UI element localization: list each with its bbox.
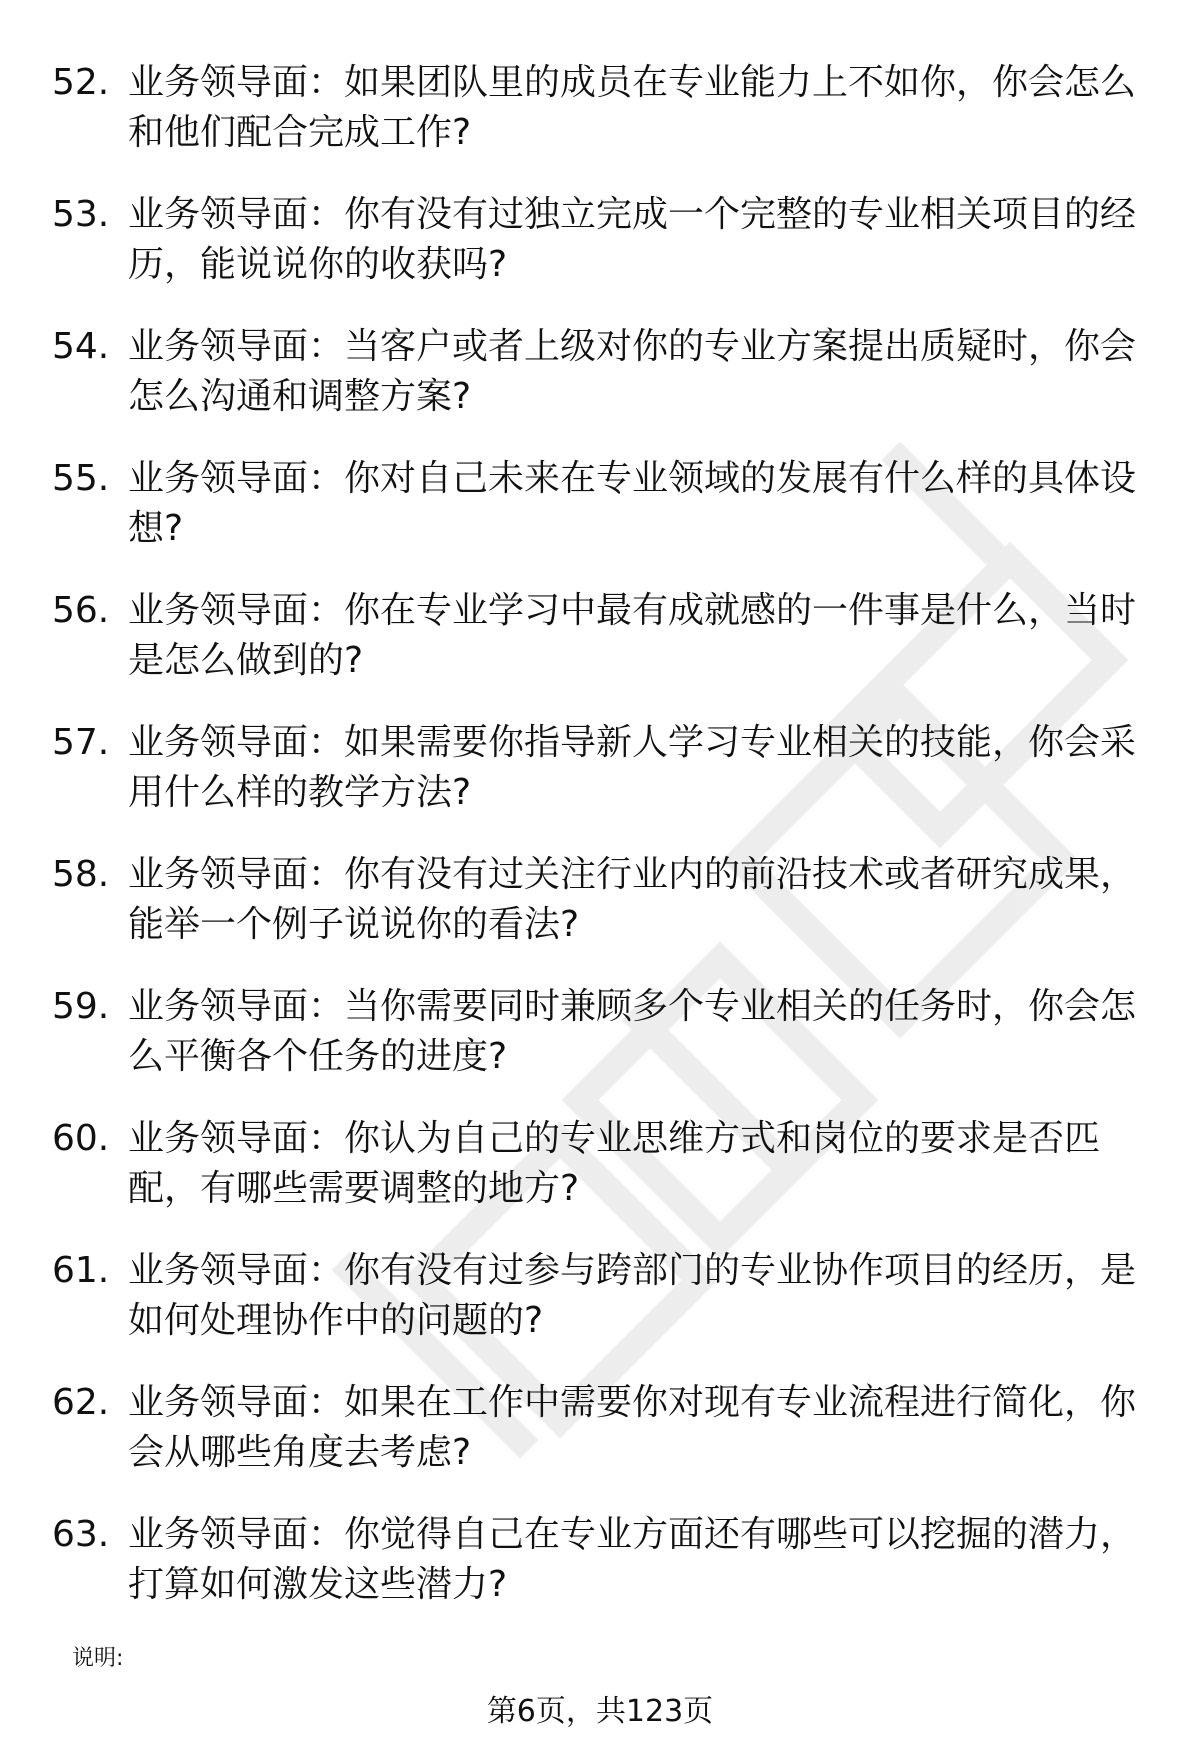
question-item-52 — [52, 58, 1142, 158]
question-number: 61. — [52, 1250, 110, 1291]
question-number: 53. — [52, 194, 110, 235]
question-text: 业务领导面：你有没有过关注行业内的前沿技术或者研究成果，能举一个例子说说你的看法? — [128, 854, 1137, 945]
question-item-58 — [52, 850, 1142, 950]
question-number: 52. — [52, 62, 110, 103]
question-text: 业务领导面：你对自己未来在专业领域的发展有什么样的具体设想? — [128, 458, 1137, 549]
question-text: 业务领导面：如果在工作中需要你对现有专业流程进行简化，你会从哪些角度去考虑? — [128, 1382, 1137, 1473]
question-item-60 — [52, 1114, 1142, 1214]
question-number: 56. — [52, 590, 110, 631]
note-label: 说明: — [72, 1646, 124, 1671]
question-text: 业务领导面：你认为自己的专业思维方式和岗位的要求是否匹配，有哪些需要调整的地方? — [128, 1118, 1101, 1209]
question-number: 60. — [52, 1118, 110, 1159]
question-text: 业务领导面：你有没有过独立完成一个完整的专业相关项目的经历，能说说你的收获吗? — [128, 194, 1137, 285]
question-number: 54. — [52, 326, 110, 367]
question-text: 业务领导面：你觉得自己在专业方面还有哪些可以挖掘的潜力，打算如何激发这些潜力? — [128, 1514, 1137, 1605]
question-number: 59. — [52, 986, 110, 1027]
question-item-55 — [52, 454, 1142, 554]
question-text: 业务领导面：如果需要你指导新人学习专业相关的技能，你会采用什么样的教学方法? — [128, 722, 1137, 813]
question-item-57 — [52, 718, 1142, 818]
question-item-53 — [52, 190, 1142, 290]
question-item-59 — [52, 982, 1142, 1082]
question-text: 业务领导面：你有没有过参与跨部门的专业协作项目的经历，是如何处理协作中的问题的? — [128, 1250, 1137, 1341]
question-list — [52, 58, 1142, 1642]
question-item-56 — [52, 586, 1142, 686]
page-number-footer: 第6页，共123页 — [486, 1694, 714, 1729]
question-text: 业务领导面：你在专业学习中最有成就感的一件事是什么，当时是怎么做到的? — [128, 590, 1137, 681]
question-item-54 — [52, 322, 1142, 422]
question-item-62 — [52, 1378, 1142, 1478]
question-item-61 — [52, 1246, 1142, 1346]
question-number: 57. — [52, 722, 110, 763]
question-number: 62. — [52, 1382, 110, 1423]
question-number: 55. — [52, 458, 110, 499]
question-number: 58. — [52, 854, 110, 895]
question-item-63 — [52, 1510, 1142, 1610]
question-text: 业务领导面：当客户或者上级对你的专业方案提出质疑时，你会怎么沟通和调整方案? — [128, 326, 1137, 417]
question-text: 业务领导面：如果团队里的成员在专业能力上不如你，你会怎么和他们配合完成工作? — [128, 62, 1137, 153]
question-text: 业务领导面：当你需要同时兼顾多个专业相关的任务时，你会怎么平衡各个任务的进度? — [128, 986, 1137, 1077]
question-number: 63. — [52, 1514, 110, 1555]
